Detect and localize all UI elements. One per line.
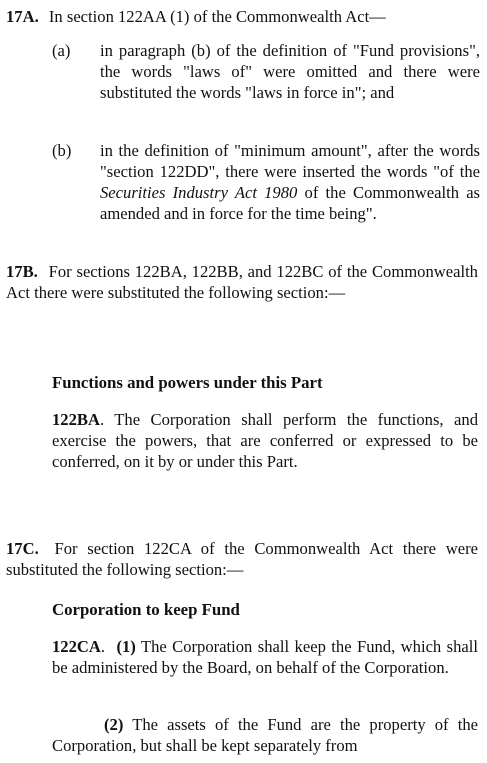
section-number-dot: .: [100, 637, 106, 656]
section-heading: Functions and powers under this Part: [52, 373, 323, 392]
section-number: 17C.: [6, 539, 39, 558]
section-17C: [6, 538, 478, 580]
paragraph-label: (b): [52, 141, 72, 160]
section-17A: [6, 6, 478, 27]
section-number: 122BA: [52, 410, 100, 429]
paragraph-label: (a): [52, 41, 71, 60]
subsection-number: (1): [116, 637, 136, 656]
paragraph-text: [100, 140, 480, 224]
section-text: In section 122AA (1) of the Commonwealth Act—: [48, 7, 386, 26]
act-title: Securities Industry Act 1980: [100, 183, 298, 202]
subsection-text: The Corporation shall keep the Fund, which shall be administered by the Board, on behalf of the Corporation.: [52, 637, 478, 677]
paragraph-text-part: of the Commonwealth as amended and in force for the time being".: [100, 183, 481, 223]
paragraph-text: in paragraph (b) of the definition of "Fund provisions", the words "laws of" were omitted and there were substituted the words "laws in force in"; and: [100, 41, 480, 102]
section-number: 17B.: [6, 262, 38, 281]
subsection-text: The assets of the Fund are the property of the Corporation, but shall be kept separately from: [52, 715, 478, 755]
section-text: For sections 122BA, 122BB, and 122BC of the Commonwealth Act there were substituted the following section:—: [6, 262, 478, 302]
section-122CA-subsection-1: [52, 636, 478, 678]
section-text: For section 122CA of the Commonwealth Act there were substituted the following section:—: [6, 539, 479, 579]
section-text: . The Corporation shall perform the functions, and exercise the powers, that are conferred or expressed to be conferred, on it by or under this Part.: [52, 410, 478, 471]
section-number: 122CA: [52, 637, 101, 656]
section-122CA-subsection-2: [52, 714, 478, 756]
section-number: 17A.: [6, 7, 39, 26]
subsection-number: (2): [104, 715, 124, 734]
section-122BA: [52, 409, 478, 472]
section-heading: Corporation to keep Fund: [52, 600, 240, 619]
section-17B: [6, 261, 478, 303]
paragraph-text-part: in the definition of "minimum amount", after the words "section 122DD", there were inserted the words "of the: [100, 141, 480, 181]
